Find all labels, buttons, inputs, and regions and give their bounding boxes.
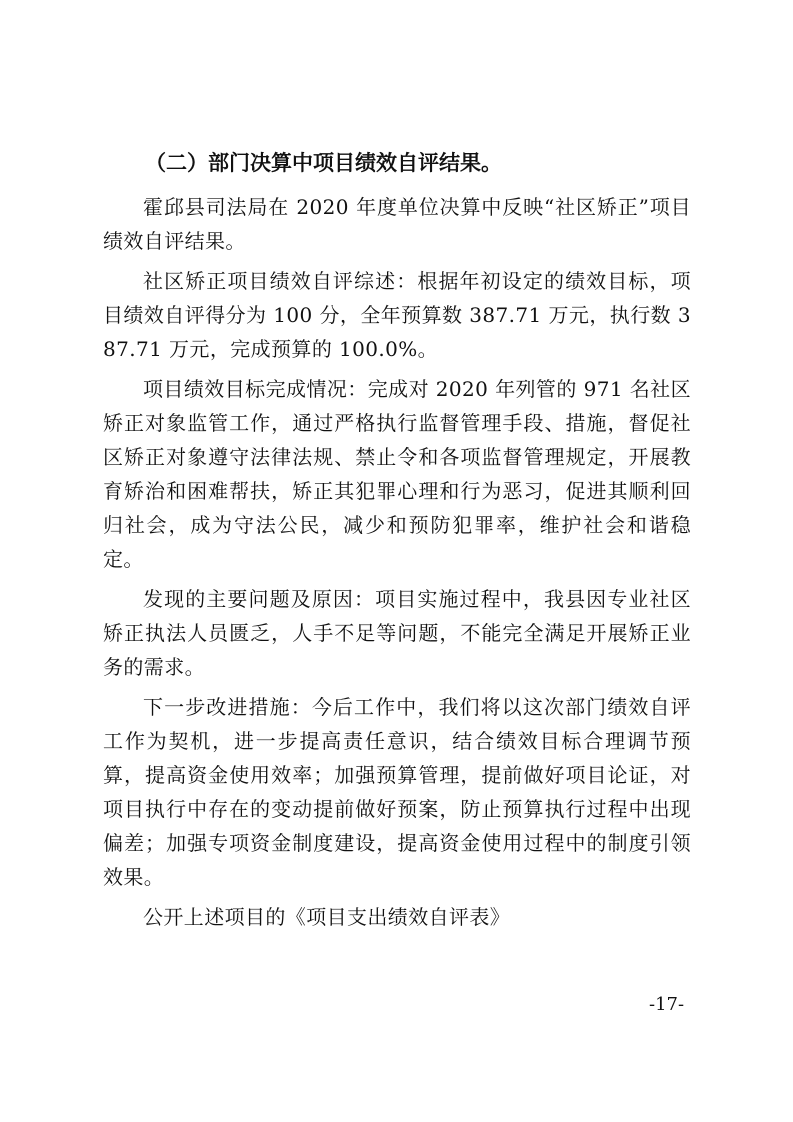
section-heading: （二）部门决算中项目绩效自评结果。 [145, 150, 502, 175]
paragraph-intro: 霍邱县司法局在 2020 年度单位决算中反映“社区矫正”项目绩效自评结果。 [103, 195, 691, 253]
document-body [103, 142, 691, 934]
paragraph-problems: 发现的主要问题及原因：项目实施过程中，我县因专业社区矫正执法人员匮乏，人手不足等问题，不能完全满足开展矫正业务的需求。 [103, 587, 691, 679]
paragraph-improvements: 下一步改进措施：今后工作中，我们将以这次部门绩效自评工作为契机，进一步提高责任意识，结合绩效目标合理调节预算，提高资金使用效率；加强预算管理，提前做好项目论证，对项目执行中存在的变动提前做好预案，防止预算执行过程中出现偏差；加强专项资金制度建设，提高资金使用过程中的制度引领效果。 [103, 695, 691, 889]
page-number: -17- [649, 994, 685, 1015]
paragraph-summary: 社区矫正项目绩效自评综述：根据年初设定的绩效目标，项目绩效自评得分为 100 分，全年预算数 387.71 万元，执行数 387.71 万元，完成预算的 100.0%。 [103, 269, 691, 361]
paragraph-goal-completion: 项目绩效目标完成情况：完成对 2020 年列管的 971 名社区矫正对象监管工作，通过严格执行监督管理手段、措施，督促社区矫正对象遵守法律法规、禁止令和各项监督管理规定，开展教育矫治和困难帮扶，矫正其犯罪心理和行为恶习，促进其顺利回归社会，成为守法公民，减少和预防犯罪率，维护社会和谐稳定。 [103, 377, 691, 571]
paragraph-disclosure: 公开上述项目的《项目支出绩效自评表》 [143, 905, 511, 929]
